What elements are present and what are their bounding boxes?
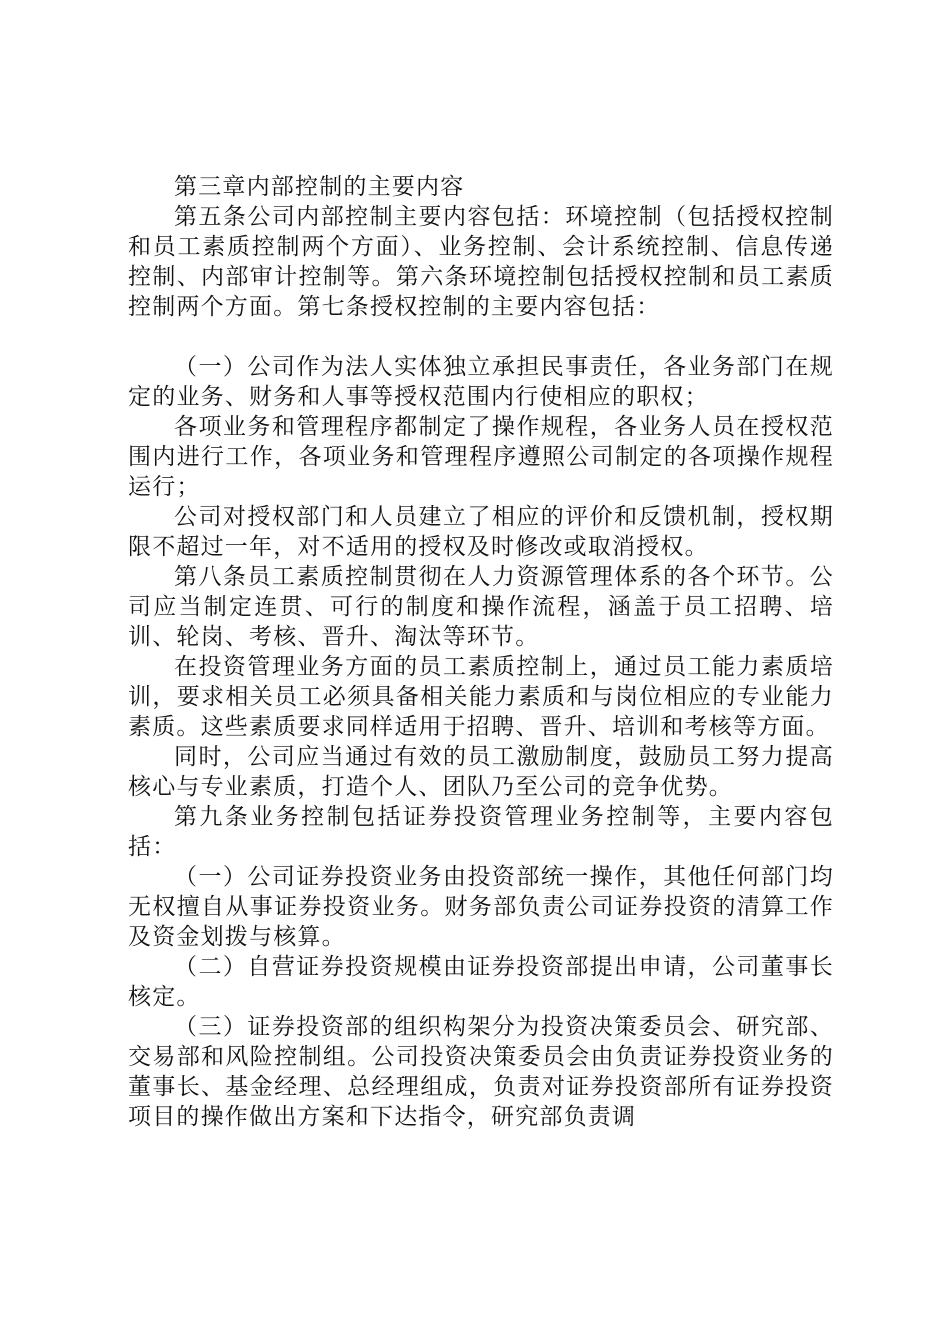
business-item-3: （三）证券投资部的组织构架分为投资决策委员会、研究部、交易部和风险控制组。公司投资决策委员会由负责证券投资业务的董事长、基金经理、总经理组成，负责对证券投资部所有证券投资项目的操作做出方案和下达指令，研究部负责调 [128, 1014, 834, 1130]
chapter-title: 第三章内部控制的主要内容 [174, 174, 465, 200]
article-8-paragraph: 第八条员工素质控制贯彻在人力资源管理体系的各个环节。公司应当制定连贯、可行的制度和操作流程，涵盖于员工招聘、培训、轮岗、考核、晋升、淘汰等环节。 [128, 564, 834, 650]
business-item-1: （一）公司证券投资业务由投资部统一操作，其他任何部门均无权擅自从事证券投资业务。财务部负责公司证券投资的清算工作及资金划拨与核算。 [128, 864, 834, 950]
authorization-item-1: （一）公司作为法人实体独立承担民事责任，各业务部门在规定的业务、财务和人事等授权范围内行使相应的职权； [128, 354, 834, 410]
article-9-paragraph: 第九条业务控制包括证券投资管理业务控制等，主要内容包括： [128, 804, 834, 860]
operating-rules-paragraph: 各项业务和管理程序都制定了操作规程，各业务人员在授权范围内进行工作，各项业务和管理程序遵照公司制定的各项操作规程运行； [128, 414, 834, 500]
incentive-paragraph: 同时，公司应当通过有效的员工激励制度，鼓励员工努力提高核心与专业素质，打造个人、团队乃至公司的竞争优势。 [128, 744, 834, 800]
training-paragraph: 在投资管理业务方面的员工素质控制上，通过员工能力素质培训，要求相关员工必须具备相关能力素质和与岗位相应的专业能力素质。这些素质要求同样适用于招聘、晋升、培训和考核等方面。 [128, 654, 834, 740]
business-item-2: （二）自营证券投资规模由证券投资部提出申请，公司董事长核定。 [128, 954, 834, 1010]
authorization-feedback-paragraph: 公司对授权部门和人员建立了相应的评价和反馈机制，授权期限不超过一年，对不适用的授权及时修改或取消授权。 [128, 504, 834, 560]
document-page [128, 172, 834, 1132]
article-5-paragraph: 第五条公司内部控制主要内容包括：环境控制（包括授权控制和员工素质控制两个方面）、业务控制、会计系统控制、信息传递控制、内部审计控制等。第六条环境控制包括授权控制和员工素质控制两个方面。第七条授权控制的主要内容包括： [128, 204, 834, 320]
